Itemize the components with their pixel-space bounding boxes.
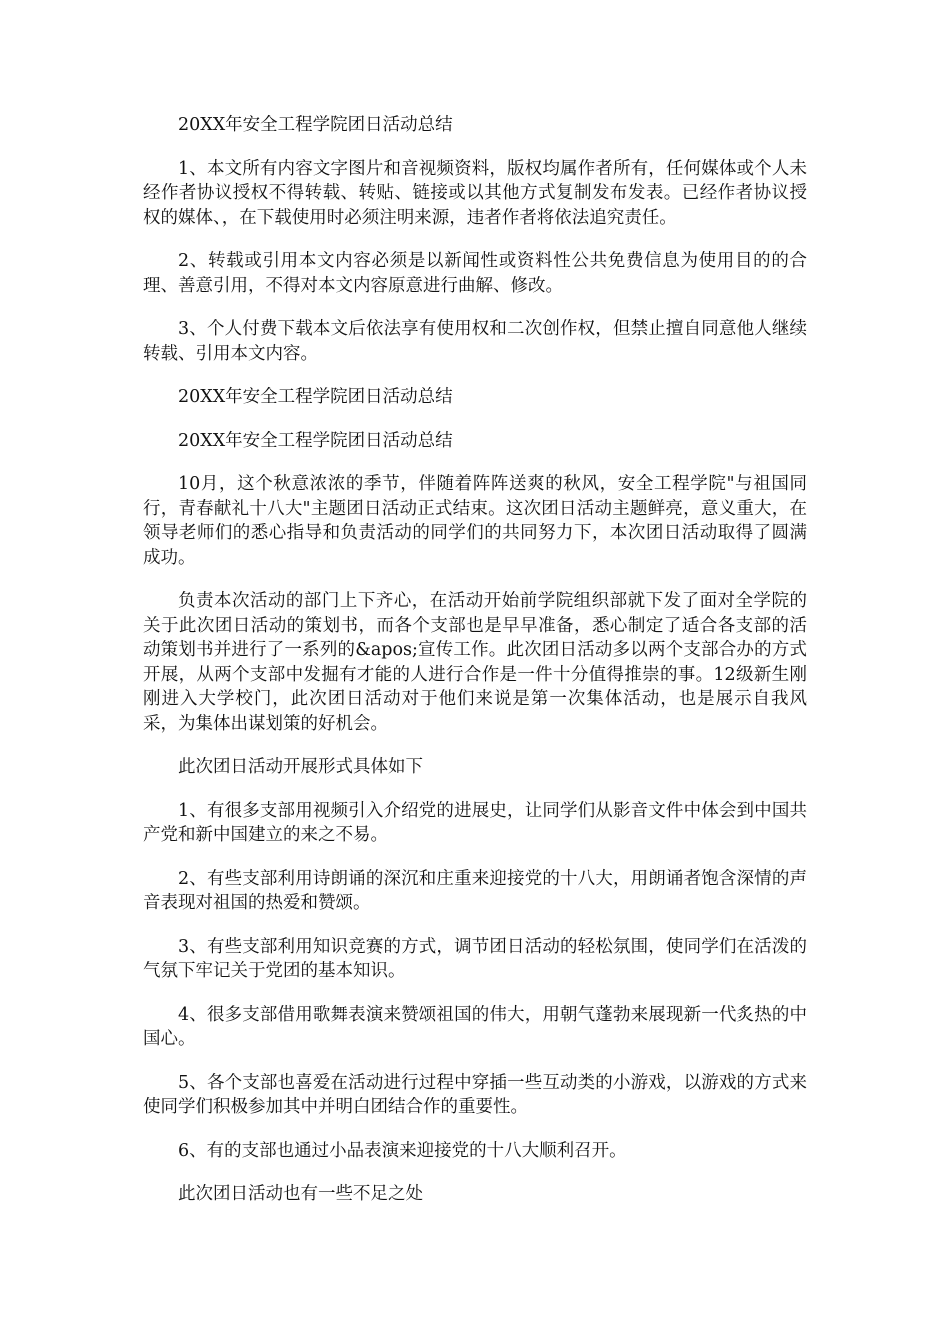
list-item: 5、各个支部也喜爱在活动进行过程中穿插一些互动类的小游戏，以游戏的方式来使同学们积极参加其中并明白团结合作的重要性。 xyxy=(143,1072,807,1117)
body-paragraph: 负责本次活动的部门上下齐心，在活动开始前学院组织部就下发了面对全学院的关于此次团日活动的策划书，而各个支部也是早早准备，悉心制定了适合各支部的活动策划书并进行了一系列的&apos;宣传工作。此次团日活动多以两个支部合办的方式开展，从两个支部中发掘有才能的人进行合作是一件十分值得推崇的事。12级新生刚刚进入大学校门，此次团日活动对于他们来说是第一次集体活动，也是展示自我风采，为集体出谋划策的好机会。 xyxy=(143,591,807,734)
list-item: 1、有很多支部用视频引入介绍党的进展史，让同学们从影音文件中体会到中国共产党和新中国建立的来之不易。 xyxy=(143,800,807,845)
copyright-notice-1: 1、本文所有内容文字图片和音视频资料，版权均属作者所有，任何媒体或个人未经作者协议授权不得转载、转贴、链接或以其他方式复制发布发表。已经作者协议授权的媒体、，在下载使用时必须注明来源，违者作者将依法追究责任。 xyxy=(143,158,807,228)
body-paragraph: 10月，这个秋意浓浓的季节，伴随着阵阵送爽的秋风，安全工程学院"与祖国同行，青春献礼十八大"主题团日活动正式结束。这次团日活动主题鲜亮，意义重大，在领导老师们的悉心指导和负责活动的同学们的共同努力下，本次团日活动取得了圆满成功。 xyxy=(143,474,807,568)
copyright-notice-3: 3、个人付费下载本文后依法享有使用权和二次创作权，但禁止擅自同意他人继续转载、引用本文内容。 xyxy=(143,319,807,364)
document-body xyxy=(143,113,807,1226)
document-title: 20XX年安全工程学院团日活动总结 xyxy=(178,115,453,135)
list-item: 6、有的支部也通过小品表演来迎接党的十八大顺利召开。 xyxy=(178,1140,627,1161)
copyright-notice-2: 2、转载或引用本文内容必须是以新闻性或资料性公共免费信息为使用目的的合理、善意引用，不得对本文内容原意进行曲解、修改。 xyxy=(143,251,807,296)
list-item: 2、有些支部利用诗朗诵的深沉和庄重来迎接党的十八大，用朗诵者饱含深情的声音表现对祖国的热爱和赞颂。 xyxy=(143,868,807,913)
document-title-repeat: 20XX年安全工程学院团日活动总结 xyxy=(178,387,453,407)
section-heading: 此次团日活动开展形式具体如下 xyxy=(178,757,423,777)
section-heading: 此次团日活动也有一些不足之处 xyxy=(178,1184,423,1204)
document-title-repeat: 20XX年安全工程学院团日活动总结 xyxy=(178,430,453,451)
list-item: 3、有些支部利用知识竞赛的方式，调节团日活动的轻松氛围，使同学们在活泼的气氛下牢记关于党团的基本知识。 xyxy=(143,936,807,981)
list-item: 4、很多支部借用歌舞表演来赞颂祖国的伟大，用朝气蓬勃来展现新一代炙热的中国心。 xyxy=(143,1004,807,1049)
